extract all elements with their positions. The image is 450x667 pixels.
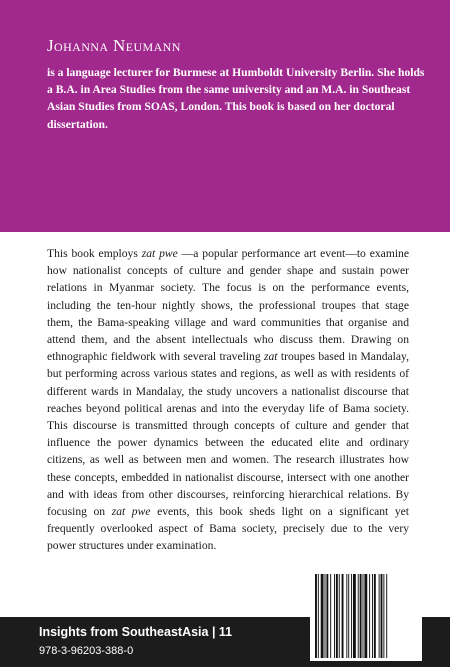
blurb-italic-3: zat pwe [111, 505, 151, 519]
series-title: Insights from SoutheastAsia | 11 [39, 625, 233, 639]
blurb-text-1: This book employs [47, 247, 142, 260]
author-band [0, 0, 450, 232]
author-name: Johanna Neumann [47, 36, 181, 55]
blurb-text-3: troupes based in Mandalay, but performing across various states and regions, as well as with residents of different wards in Mandalay, the study uncovers a nationalist discourse that reaches beyond political arenas and into the everyday life of Bama society. This discourse is transmitted through concepts of culture and gender that influence the power dynamics between the educated elite and ordinary citizens, as well as between men and women. The research illustrates how these concepts, embedded in nationalist discourse, intersect with one another and with ideas from other discourses, reinforcing hierarchical relations. By focusing on [47, 350, 409, 519]
book-description [47, 245, 409, 555]
blurb-italic-1: zat pwe [141, 247, 178, 260]
barcode-icon [310, 571, 422, 661]
blurb-text-4: events, this book sheds light on a significant yet frequently overlooked aspect of Bama society, precisely due to the very power structures under examination. [47, 505, 410, 553]
author-bio: is a language lecturer for Burmese at Humboldt University Berlin. She holds a B.A. in Area Studies from the same university and an M.A. in Southeast Asian Studies from SOAS, London. This book is based on her doctoral dissertation. [47, 66, 425, 131]
blurb-italic-2: zat [264, 350, 278, 364]
isbn-number: 978-3-96203-388-0 [39, 645, 134, 657]
blurb-text-2: —a popular performance art event—to examine how nationalist concepts of culture and gender shape and sustain power relations in Myanmar society. The focus is on the performance events, including the ten-hour nightly shows, the professional troupes that stage them, the Bama-speaking village and ward communities that organise and attend them, and the absent intellectuals who discuss them. Drawing on ethnographic fieldwork with several traveling [47, 247, 409, 364]
